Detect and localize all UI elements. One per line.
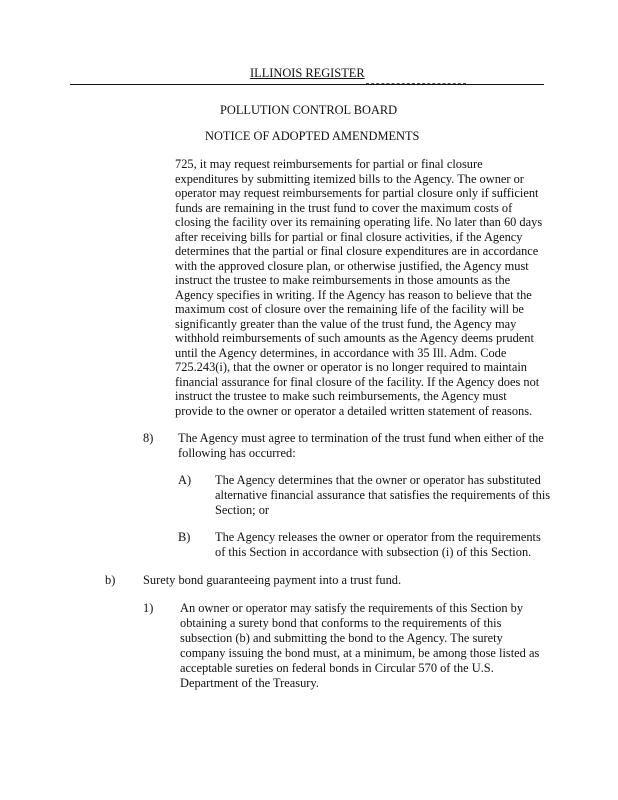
register-title: ILLINOIS REGISTER xyxy=(250,66,365,80)
text-line: Agency specifies in writing. If the Agency has reason to believe that the xyxy=(175,287,532,302)
item-b-text: Surety bond guaranteeing payment into a trust fund. xyxy=(143,573,402,587)
text-line: company issuing the bond must, at a minimum, be among those listed as xyxy=(180,646,540,660)
item-8-label: 8) xyxy=(143,431,154,445)
text-line: alternative financial assurance that satisfies the requirements of this xyxy=(215,488,551,502)
header-rule xyxy=(70,84,544,85)
item-1-label: 1) xyxy=(143,601,154,615)
item-8-text xyxy=(178,431,544,461)
item-B-text xyxy=(215,530,541,560)
text-line: after receiving bills for partial or final closure activities, if the Agency xyxy=(175,229,523,244)
text-line: The Agency releases the owner or operator from the requirements xyxy=(215,530,541,544)
text-line: Department of the Treasury. xyxy=(180,676,319,690)
text-line: significantly greater than the value of the trust fund, the Agency may xyxy=(175,316,517,331)
item-A-label: A) xyxy=(178,473,192,487)
text-line: obtaining a surety bond that conforms to the requirements of this xyxy=(180,616,502,630)
text-line: An owner or operator may satisfy the requirements of this Section by xyxy=(180,601,524,615)
notice-title: NOTICE OF ADOPTED AMENDMENTS xyxy=(205,129,420,143)
text-line: following has occurred: xyxy=(178,446,296,460)
text-line: closing the facility over its remaining operating life. No later than 60 days xyxy=(175,215,543,229)
text-line: determines that the partial or final closure expenditures are in accordance xyxy=(175,244,539,258)
text-line: with the approved closure plan, or otherwise justified, the Agency must xyxy=(175,258,529,273)
item-A-text xyxy=(215,473,550,518)
text-line: subsection (b) and submitting the bond to the Agency. The surety xyxy=(180,631,503,645)
text-line: until the Agency determines, in accordance with 35 Ill. Adm. Code xyxy=(175,345,507,360)
text-line: maximum cost of closure over the remaining life of the facility will be xyxy=(175,302,524,316)
text-line: funds are remaining in the trust fund to cover the maximum costs of xyxy=(175,200,513,215)
text-line: financial assurance for final closure of the facility. If the Agency does not xyxy=(175,374,540,389)
text-line: The Agency must agree to termination of the trust fund when either of the xyxy=(178,431,544,445)
text-line: withhold reimbursements of such amounts as the Agency deems prudent xyxy=(175,331,534,345)
text-line: 725, it may request reimbursements for partial or final closure xyxy=(175,157,483,171)
continuation-paragraph xyxy=(175,157,542,418)
text-line: The Agency determines that the owner or operator has substituted xyxy=(215,473,541,487)
item-B-label: B) xyxy=(178,530,191,544)
agency-name: POLLUTION CONTROL BOARD xyxy=(220,103,398,117)
text-line: operator may request reimbursements for partial closure only if sufficient xyxy=(175,186,539,200)
text-line: 725.243(i), that the owner or operator is no longer required to maintain xyxy=(175,360,528,374)
text-line: expenditures by submitting itemized bills to the Agency. The owner or xyxy=(175,171,524,186)
item-1-text xyxy=(180,601,539,691)
text-line: instruct the trustee to make such reimbursements, the Agency must xyxy=(175,389,507,403)
text-line: acceptable sureties on federal bonds in Circular 570 of the U.S. xyxy=(180,661,494,675)
text-line: instruct the trustee to make reimbursements in those amounts as the xyxy=(175,273,511,287)
text-line: provide to the owner or operator a detailed written statement of reasons. xyxy=(175,403,533,418)
item-b-label: b) xyxy=(105,573,116,587)
text-line: Section; or xyxy=(215,503,270,517)
text-line: of this Section in accordance with subsection (i) of this Section. xyxy=(215,545,532,559)
